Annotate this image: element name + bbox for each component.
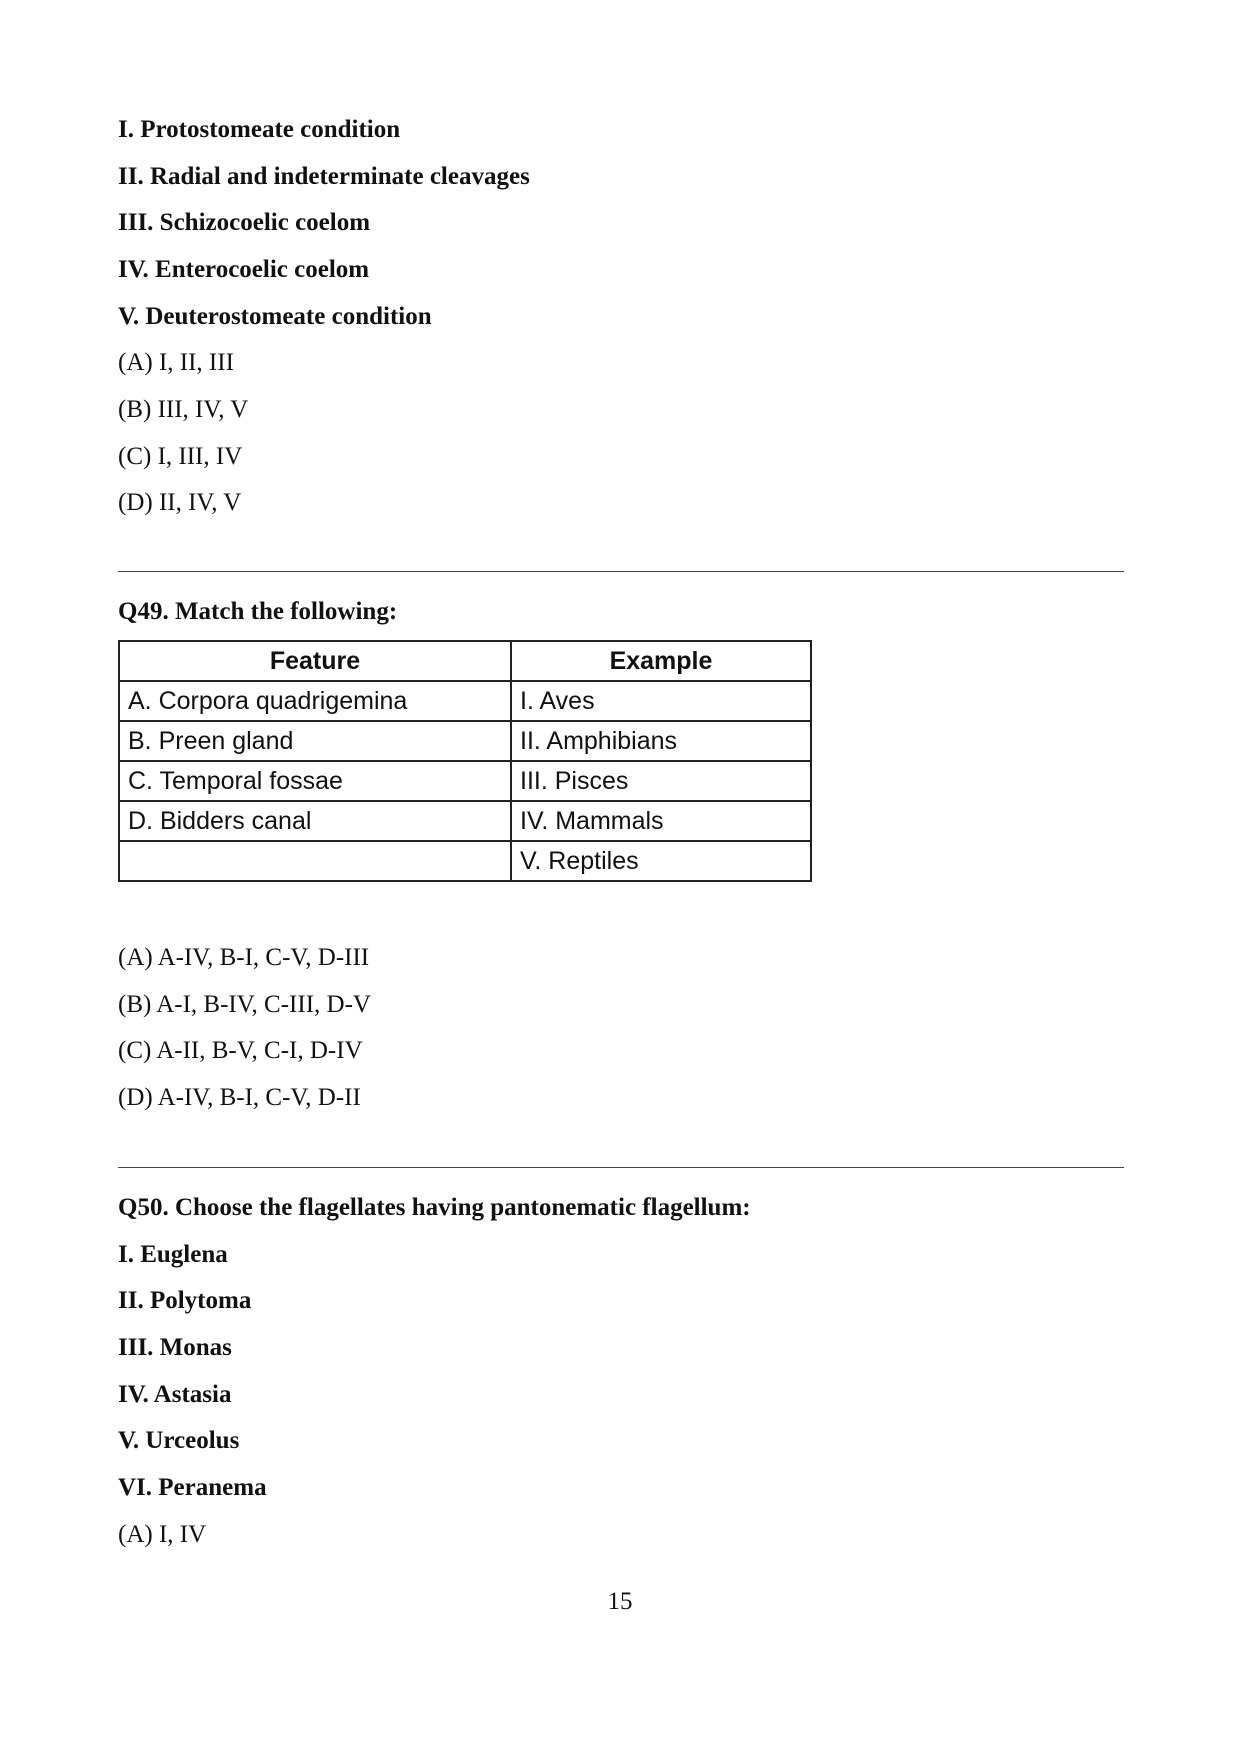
table-cell: A. Corpora quadrigemina	[119, 681, 511, 721]
table-cell: II. Amphibians	[511, 721, 811, 761]
table-cell: III. Pisces	[511, 761, 811, 801]
option: (A) A-IV, B-I, C-V, D-III	[118, 944, 370, 971]
option: (D) II, IV, V	[118, 489, 242, 516]
table-row	[119, 841, 811, 881]
statement: V. Deuterostomeate condition	[118, 303, 432, 330]
statement: II. Radial and indeterminate cleavages	[118, 163, 530, 190]
table-row	[119, 801, 811, 841]
table-cell: D. Bidders canal	[119, 801, 511, 841]
question-title: Q49. Match the following:	[118, 598, 398, 625]
option: (D) A-IV, B-I, C-V, D-II	[118, 1084, 361, 1111]
table-cell	[119, 841, 511, 881]
statement: IV. Astasia	[118, 1381, 232, 1408]
table-header: Feature	[119, 641, 511, 681]
divider	[118, 1167, 1124, 1168]
statement: II. Polytoma	[118, 1287, 252, 1314]
table-header-row	[119, 641, 811, 681]
statement: III. Monas	[118, 1334, 232, 1361]
option: (B) III, IV, V	[118, 396, 249, 423]
page-number: 15	[607, 1588, 633, 1615]
statement: I. Protostomeate condition	[118, 116, 401, 143]
table-row	[119, 761, 811, 801]
table-cell: B. Preen gland	[119, 721, 511, 761]
option: (C) I, III, IV	[118, 443, 243, 470]
table-row	[119, 721, 811, 761]
statement: V. Urceolus	[118, 1427, 240, 1454]
statement: I. Euglena	[118, 1241, 228, 1268]
table-cell: IV. Mammals	[511, 801, 811, 841]
table-row	[119, 681, 811, 721]
option: (B) A-I, B-IV, C-III, D-V	[118, 991, 371, 1018]
table-cell: V. Reptiles	[511, 841, 811, 881]
table-cell: I. Aves	[511, 681, 811, 721]
statement: III. Schizocoelic coelom	[118, 209, 371, 236]
table-header: Example	[511, 641, 811, 681]
option: (C) A-II, B-V, C-I, D-IV	[118, 1037, 363, 1064]
option: (A) I, II, III	[118, 349, 234, 376]
question-title: Q50. Choose the flagellates having pantonematic flagellum:	[118, 1194, 751, 1221]
divider	[118, 571, 1124, 572]
statement: IV. Enterocoelic coelom	[118, 256, 370, 283]
match-table	[118, 640, 812, 882]
table-cell: C. Temporal fossae	[119, 761, 511, 801]
option: (A) I, IV	[118, 1521, 207, 1548]
statement: VI. Peranema	[118, 1474, 267, 1501]
